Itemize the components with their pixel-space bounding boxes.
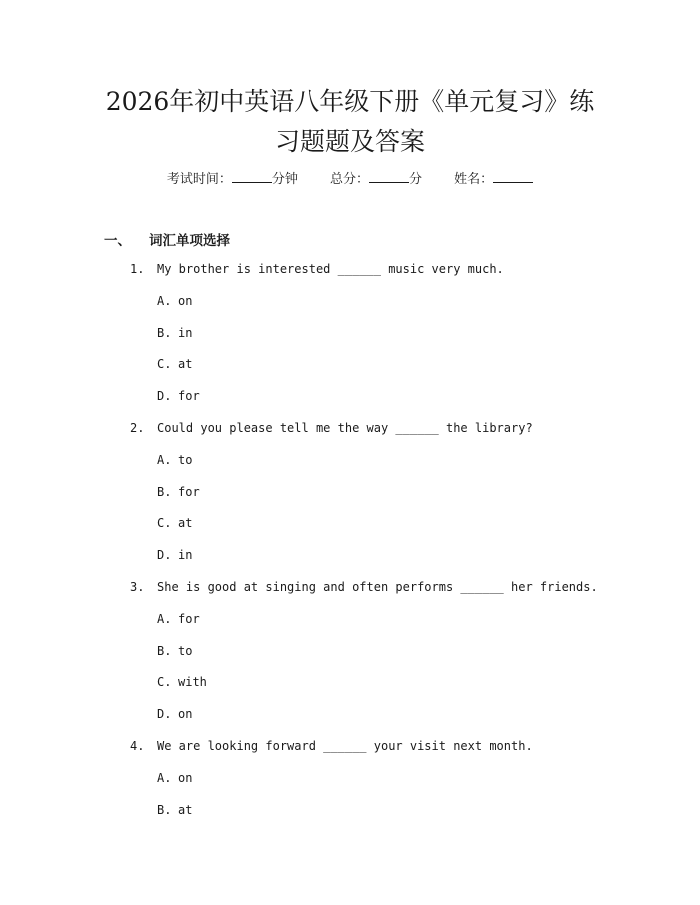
answer-option [157, 612, 200, 626]
option-text: at [178, 516, 193, 531]
answer-option [157, 644, 192, 658]
option-letter: D. [157, 389, 172, 404]
question [130, 262, 504, 276]
option-text: for [178, 611, 200, 626]
exam-meta [0, 168, 700, 187]
answer-option [157, 389, 200, 403]
option-text: on [178, 293, 193, 308]
title-line-1: 2026年初中英语八年级下册《单元复习》练 [105, 87, 595, 116]
answer-option [157, 675, 207, 689]
option-text: in [178, 548, 193, 563]
option-text: to [178, 452, 193, 467]
option-text: for [178, 484, 200, 499]
option-letter: A. [157, 770, 172, 785]
exam-time-label: 考试时间： [166, 172, 232, 187]
question [130, 739, 533, 753]
question-text: We are looking forward ______ your visit next month. [157, 739, 533, 753]
option-letter: B. [157, 643, 172, 658]
answer-option [157, 485, 200, 499]
option-letter: A. [157, 452, 172, 467]
option-letter: D. [157, 548, 172, 563]
answer-option [157, 357, 192, 371]
question-number: 4. [130, 739, 145, 753]
option-text: on [178, 707, 193, 722]
student-name-blank [493, 170, 533, 183]
student-name-label: 姓名： [454, 172, 494, 187]
question [130, 421, 533, 435]
option-text: to [178, 643, 193, 658]
option-letter: B. [157, 325, 172, 340]
exam-time-field [167, 168, 298, 187]
option-text: at [178, 357, 193, 372]
document-title [70, 82, 630, 162]
option-text: in [178, 325, 193, 340]
answer-option [157, 453, 192, 467]
exam-time-blank [232, 170, 272, 183]
option-text: at [178, 802, 193, 817]
question-number: 2. [130, 421, 145, 435]
answer-option [157, 548, 192, 562]
option-letter: A. [157, 293, 172, 308]
total-score-label: 总分： [329, 172, 369, 187]
answer-option [157, 294, 192, 308]
total-score-blank [369, 170, 409, 183]
title-line-2: 习题题及答案 [274, 127, 425, 156]
answer-option [157, 516, 192, 530]
option-letter: A. [157, 611, 172, 626]
option-letter: C. [157, 357, 172, 372]
option-letter: D. [157, 707, 172, 722]
option-letter: C. [157, 675, 172, 690]
question-text: My brother is interested ______ music very much. [157, 262, 504, 276]
option-letter: B. [157, 802, 172, 817]
answer-option [157, 707, 192, 721]
option-text: for [178, 389, 200, 404]
answer-option [157, 326, 192, 340]
section-title: 词汇单项选择 [149, 233, 230, 249]
question-text: Could you please tell me the way ______ the library? [157, 421, 533, 435]
question [130, 580, 598, 594]
exam-time-unit: 分钟 [271, 172, 298, 187]
question-text: She is good at singing and often performs ______ her friends. [157, 580, 598, 594]
total-score-field [330, 168, 422, 187]
answer-option [157, 803, 192, 817]
question-number: 3. [130, 580, 145, 594]
question-number: 1. [130, 262, 145, 276]
answer-option [157, 771, 192, 785]
option-letter: C. [157, 516, 172, 531]
option-text: with [178, 675, 207, 690]
section-heading [104, 229, 230, 249]
option-letter: B. [157, 484, 172, 499]
total-score-unit: 分 [409, 172, 423, 187]
student-name-field [454, 168, 533, 187]
option-text: on [178, 770, 193, 785]
section-number: 一、 [104, 233, 131, 249]
